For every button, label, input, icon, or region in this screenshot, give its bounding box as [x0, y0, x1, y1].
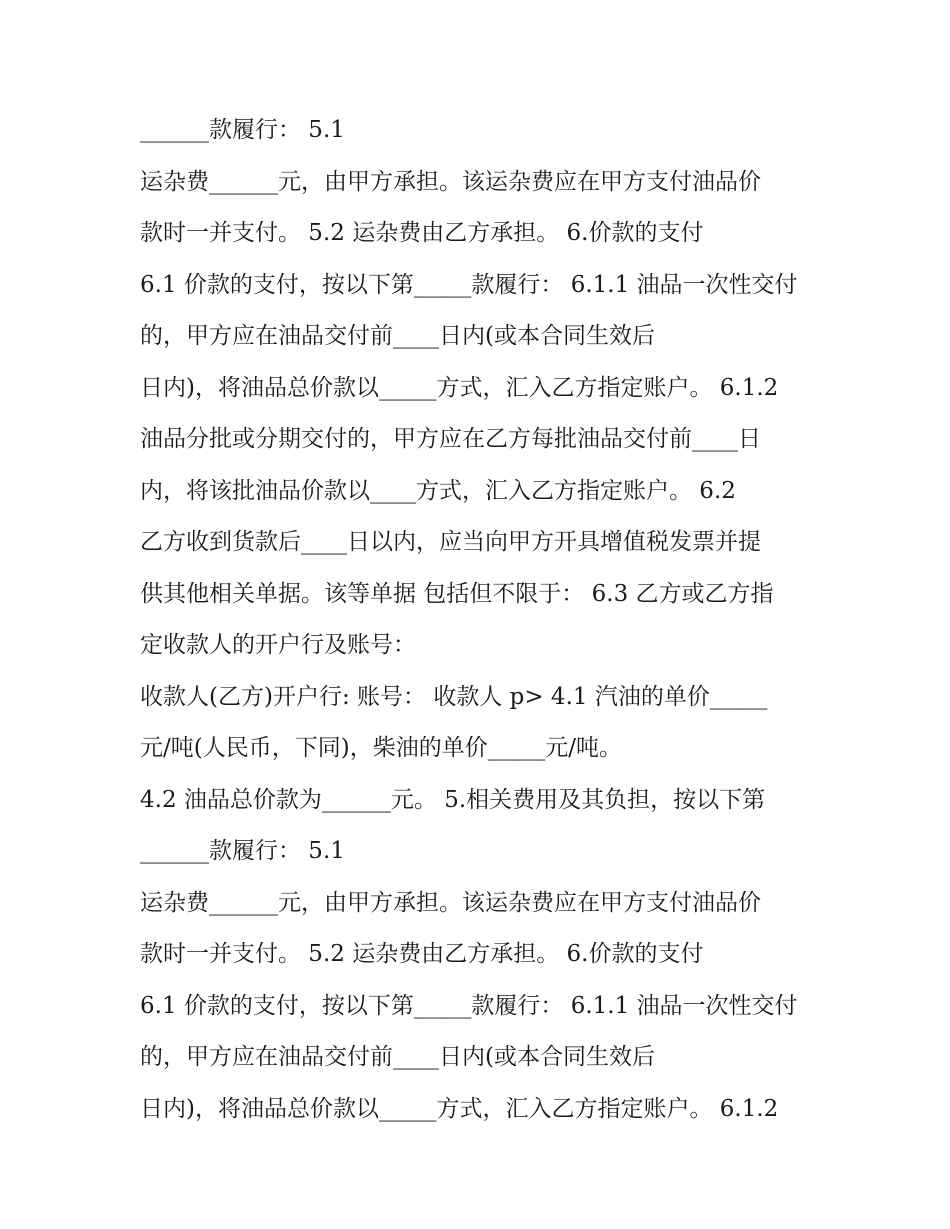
text-line-5: 的，甲方应在油品交付前____日内(或本合同生效后: [140, 323, 655, 349]
text-line-7: 油品分批或分期交付的，甲方应在乙方每批油品交付前____日: [140, 426, 761, 452]
text-line-6: 日内)，将油品总价款以_____方式，汇入乙方指定账户。 6.1.2: [140, 374, 779, 401]
text-line-2: 运杂费______元，由甲方承担。该运杂费应在甲方支付油品价: [140, 168, 761, 195]
text-line-19: 的，甲方应在油品交付前____日内(或本合同生效后: [140, 1044, 655, 1070]
text-line-15: ______款履行： 5.1: [140, 838, 345, 864]
text-line-3: 款时一并支付。 5.2 运杂费由乙方承担。 6.价款的支付: [140, 220, 704, 246]
text-line-11: 定收款人的开户行及账号：: [140, 632, 416, 658]
text-line-4: 6.1 价款的支付，按以下第_____款履行： 6.1.1 油品一次性交付: [140, 271, 798, 298]
text-line-9: 乙方收到货款后____日以内，应当向甲方开具增值税发票并提: [140, 529, 761, 555]
text-line-8: 内，将该批油品价款以____方式，汇入乙方指定账户。 6.2: [140, 477, 736, 504]
contract-text: [140, 108, 830, 1138]
text-line-14: 4.2 油品总价款为______元。 5.相关费用及其负担，按以下第: [140, 786, 766, 813]
text-line-16: 运杂费______元，由甲方承担。该运杂费应在甲方支付油品价: [140, 889, 761, 916]
text-line-12: 收款人(乙方)开户行: 账号： 收款人 p> 4.1 汽油的单价_____: [140, 683, 768, 710]
text-line-13: 元/吨(人民币，下同)，柴油的单价_____元/吨。: [140, 735, 622, 761]
text-line-18: 6.1 价款的支付，按以下第_____款履行： 6.1.1 油品一次性交付: [140, 992, 798, 1019]
text-line-20: 日内)，将油品总价款以_____方式，汇入乙方指定账户。 6.1.2: [140, 1095, 779, 1122]
text-line-1: ______款履行： 5.1: [140, 117, 345, 143]
text-line-17: 款时一并支付。 5.2 运杂费由乙方承担。 6.价款的支付: [140, 941, 704, 967]
text-line-10: 供其他相关单据。该等单据 包括但不限于： 6.3 乙方或乙方指: [140, 580, 774, 607]
